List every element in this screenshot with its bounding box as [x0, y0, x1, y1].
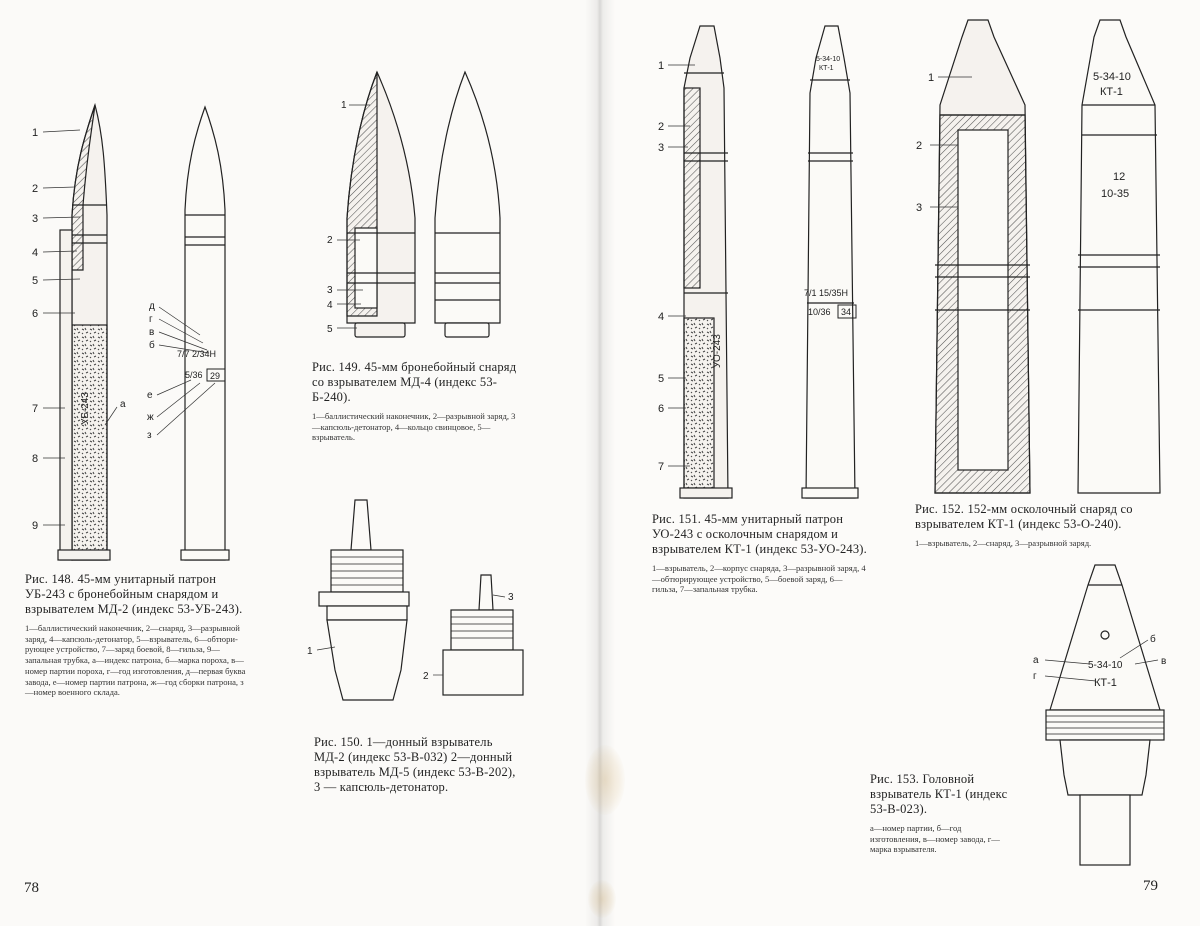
callout-1: 1 [658, 60, 665, 72]
figure-149-caption [312, 360, 517, 443]
figure-153-fuze-drawing [1030, 560, 1180, 870]
page-number-left: 78 [24, 880, 39, 896]
callout-2: 2 [327, 235, 333, 246]
callout-6: 6 [32, 308, 39, 320]
figure-151-cartridge-drawing [650, 18, 880, 508]
callout-2: 2 [32, 183, 39, 195]
callout-e: е [147, 390, 153, 401]
callout-6: 6 [658, 403, 665, 415]
callout-8: 8 [32, 453, 39, 465]
right-page [600, 0, 1200, 926]
callout-v: в [1161, 656, 1167, 667]
figure-148-cartridge-drawing [25, 95, 240, 575]
fuze-marking-1: 5-34-10 [1093, 71, 1131, 83]
callout-4: 4 [658, 311, 665, 323]
body-marking-1: 12 [1113, 171, 1126, 183]
callout-2: 2 [423, 671, 429, 682]
figure-150-fuzes-drawing [305, 495, 535, 710]
fuze-marking-1: 5-34-10 [1088, 660, 1123, 671]
case-marking-uo243: УО-243 [712, 334, 723, 368]
callout-1: 1 [307, 646, 313, 657]
callout-zh: ж [147, 412, 154, 423]
callout-1: 1 [32, 127, 39, 139]
callout-3: 3 [916, 202, 923, 214]
callout-v: в [149, 327, 155, 338]
callout-b: б [149, 340, 155, 351]
callout-a: а [120, 399, 126, 410]
callout-7: 7 [658, 461, 665, 473]
fuze-marking-2: КТ-1 [1094, 677, 1117, 689]
callout-1: 1 [341, 100, 347, 111]
figure-153-title: Рис. 153. Головной взрыватель КТ-1 (индекс 53-В-023). [870, 772, 1008, 816]
fuze-marking-2: КТ-1 [1100, 86, 1123, 98]
callout-9: 9 [32, 520, 39, 532]
figure-151-legend: 1—взрыватель, 2—корпус снаряда, 3—разрывной заряд, 4—обтюрирующее устройство, 5—боевой заряд, 6—гильза, 7—запальная трубка. [652, 563, 866, 595]
fuze-marking-1: 5-34-10 [816, 56, 841, 63]
figure-150-caption [314, 735, 524, 795]
page-number-right: 79 [1143, 878, 1158, 894]
callout-z: з [147, 430, 152, 441]
callout-2: 2 [658, 121, 665, 133]
marking-line-1: 7/1 15/35Н [804, 288, 849, 298]
callout-7: 7 [32, 403, 39, 415]
figure-148-title: Рис. 148. 45-мм унитарный патрон УБ-243 с бронебойным снарядом и взрывателем МД-2 (индекс 53-УБ-243). [25, 572, 243, 616]
figure-152-caption [915, 502, 1185, 549]
figure-153-caption [870, 772, 1010, 855]
marking-box: 34 [841, 307, 852, 317]
figure-152-title: Рис. 152. 152-мм осколочный снаряд со взрывателем КТ-1 (индекс 53-О-240). [915, 502, 1133, 531]
callout-5: 5 [32, 275, 39, 287]
callout-5: 5 [327, 324, 333, 335]
callout-a: а [1033, 655, 1039, 666]
figure-153-legend: а—номер партии, б—год изготовления, в—номер завода, г—марка взрывателя. [870, 823, 1000, 855]
callout-2: 2 [916, 140, 923, 152]
callout-3: 3 [32, 213, 39, 225]
marking-line-1: 7/7 2/34Н [177, 349, 217, 359]
figure-151-title: Рис. 151. 45-мм унитарный патрон УО-243 с осколочным снарядом и взрывателем КТ-1 (индекс 53-УО-243). [652, 512, 867, 556]
figure-149-title: Рис. 149. 45-мм бронебойный снаряд со взрывателем МД-4 (индекс 53-Б-240). [312, 360, 517, 404]
figure-152-projectile-drawing [910, 15, 1180, 495]
fuze-marking-2: КТ-1 [819, 65, 834, 72]
case-marking-ub243: УБ-243 [80, 392, 91, 425]
figure-149-legend: 1—баллистический наконечник, 2—разрывной заряд, 3—капсюль-детонатор, 4—кольцо свинцовое, 5—взрыватель. [312, 411, 516, 443]
marking-line-2: 5/36 [185, 370, 203, 380]
marking-box: 29 [210, 371, 221, 381]
callout-1: 1 [928, 72, 935, 84]
figure-148-caption [25, 572, 250, 698]
callout-g: г [149, 314, 153, 325]
body-marking-2: 10-35 [1101, 188, 1130, 200]
figure-150-title: Рис. 150. 1—донный взрыватель МД-2 (индекс 53-В-032) 2—донный взрыватель МД-5 (индекс 53-В-202), 3 — капсюль-детонатор. [314, 735, 516, 794]
callout-g: г [1033, 671, 1037, 682]
callout-4: 4 [32, 247, 39, 259]
callout-d: д [149, 301, 155, 312]
callout-b: б [1150, 634, 1156, 645]
figure-152-legend: 1—взрыватель, 2—снаряд, 3—разрывной заряд. [915, 538, 1092, 548]
figure-151-caption [652, 512, 867, 595]
callout-3: 3 [327, 285, 333, 296]
marking-line-2: 10/36 [808, 307, 831, 317]
callout-3: 3 [658, 142, 665, 154]
callout-4: 4 [327, 300, 333, 311]
callout-3: 3 [508, 592, 514, 603]
figure-148-legend: 1—баллистический наконечник, 2—снаряд, 3—разрывной заряд, 4—капсюль-детонатор, 5—взрыватель, 6—обтюрирующее устройство, 7—заряд боевой, 8—гильза, 9—запальная трубка, а—индекс патрона, б—марка пороха, в—номер партии пороха, г—год изготовления, д—первая буква завода, е—номер партии патрона, ж—год сборки патрона, з—номер военного склада. [25, 623, 246, 698]
callout-5: 5 [658, 373, 665, 385]
figure-149-projectile-drawing [315, 68, 515, 343]
